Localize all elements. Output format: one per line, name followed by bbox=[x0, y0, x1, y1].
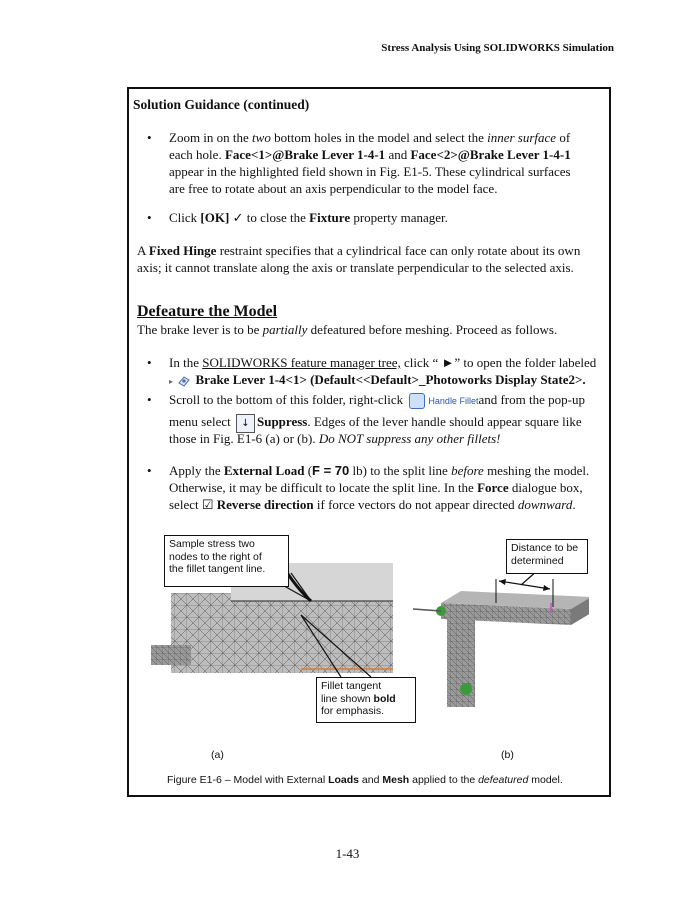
page-number: 1-43 bbox=[335, 846, 360, 861]
bullet1-line2: each hole. Face<1>@Brake Lever 1-4-1 and Face<2>@Brake Lever 1-4-1 bbox=[169, 147, 571, 162]
figure-label-b: (b) bbox=[501, 749, 514, 761]
bullet4-line2: menu select ↓ Suppress. Edges of the lever handle should appear square like bbox=[169, 413, 582, 433]
bullet1-line3: appear in the highlighted field shown in Fig. E1-5. These cylindrical surfaces bbox=[169, 164, 571, 179]
bullet-marker: • bbox=[147, 130, 152, 145]
bullet3-line2: ▸ Brake Lever 1-4<1> (Default<<Default>_Photoworks Display State2>. bbox=[169, 372, 586, 387]
hinge-paragraph-line1: A Fixed Hinge restraint specifies that a cylindrical face can only rotate about its own bbox=[137, 243, 581, 258]
solution-guidance-box bbox=[127, 87, 611, 797]
bullet3-line1: In the SOLIDWORKS feature manager tree, click “ ►” to open the folder labeled bbox=[169, 355, 597, 370]
hinge-paragraph-line2: axis; it cannot translate along the axis or translate perpendicular to the selected axis. bbox=[137, 260, 574, 275]
figure-e1-6 bbox=[151, 533, 589, 723]
bullet2-line: Click [OK] ✓ to close the Fixture property manager. bbox=[169, 210, 448, 225]
bullet4-line3: those in Fig. E1-6 (a) or (b). Do NOT suppress any other fillets! bbox=[169, 431, 501, 446]
callout-fillet-tangent: Fillet tangent line shown bold for emphasis. bbox=[316, 677, 416, 723]
bullet-marker: • bbox=[147, 210, 152, 225]
bullet-marker: • bbox=[147, 463, 152, 478]
bullet4-line1: Scroll to the bottom of this folder, right-click Handle Filletand from the pop-up bbox=[169, 391, 585, 410]
bullet1-line1: Zoom in on the two bottom holes in the model and select the inner surface of bbox=[169, 130, 571, 145]
bullet-marker: • bbox=[147, 392, 152, 407]
figure-label-a: (a) bbox=[211, 749, 224, 761]
section-intro: The brake lever is to be partially defeatured before meshing. Proceed as follows. bbox=[137, 322, 558, 337]
bullet1-line4: are free to rotate about an axis perpendicular to the model face. bbox=[169, 181, 498, 196]
callout-sample-stress: Sample stress two nodes to the right of the fillet tangent line. bbox=[164, 535, 289, 587]
suppress-icon: ↓ bbox=[236, 414, 255, 433]
bullet5-line3: select ☑ Reverse direction if force vectors do not appear directed downward. bbox=[169, 497, 576, 512]
running-header: Stress Analysis Using SOLIDWORKS Simulation bbox=[381, 42, 614, 54]
bullet-marker: • bbox=[147, 355, 152, 370]
callout-distance: Distance to be determined bbox=[506, 539, 588, 574]
fillet-feature-icon bbox=[409, 393, 425, 409]
full-model-mesh-view bbox=[413, 579, 589, 707]
expand-arrow-icon: ▸ bbox=[169, 377, 174, 386]
part-icon bbox=[176, 374, 192, 388]
box-heading: Solution Guidance (continued) bbox=[133, 97, 310, 112]
figure-caption: Figure E1-6 – Model with External Loads and Mesh applied to the defeatured model. bbox=[167, 774, 563, 786]
bullet5-line1: Apply the External Load (F = 70 lb) to the split line before meshing the model. bbox=[169, 463, 590, 478]
handle-fillet-label: Handle Fillet bbox=[428, 396, 479, 406]
bullet5-line2: Otherwise, it may be difficult to locate the split line. In the Force dialogue box, bbox=[169, 480, 583, 495]
section-title: Defeature the Model bbox=[137, 303, 278, 320]
